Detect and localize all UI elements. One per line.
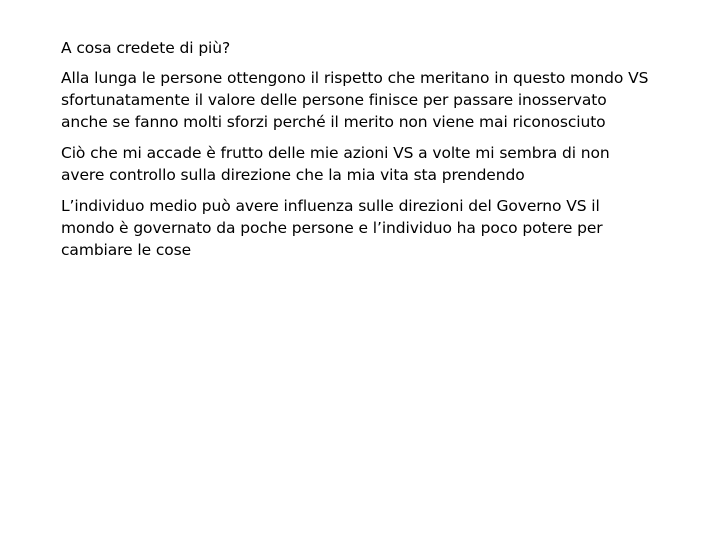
slide-content — [61, 37, 681, 270]
statement-actions-vs-control: Ciò che mi accade è frutto delle mie azioni VS a volte mi sembra di non avere controllo sulla direzione che la mia vita sta prendendo — [61, 144, 610, 184]
statement-influence-vs-power: L’individuo medio può avere influenza sulle direzioni del Governo VS il mondo è governato da poche persone e l’individuo ha poco potere per cambiare le cose — [61, 197, 603, 259]
statement-respect-vs-merit: Alla lunga le persone ottengono il rispetto che meritano in questo mondo VS sfortunatamente il valore delle persone finisce per passare inosservato anche se fanno molti sforzi perché il merito non viene mai riconosciuto — [61, 69, 649, 131]
question-text: A cosa credete di più? — [61, 39, 231, 57]
